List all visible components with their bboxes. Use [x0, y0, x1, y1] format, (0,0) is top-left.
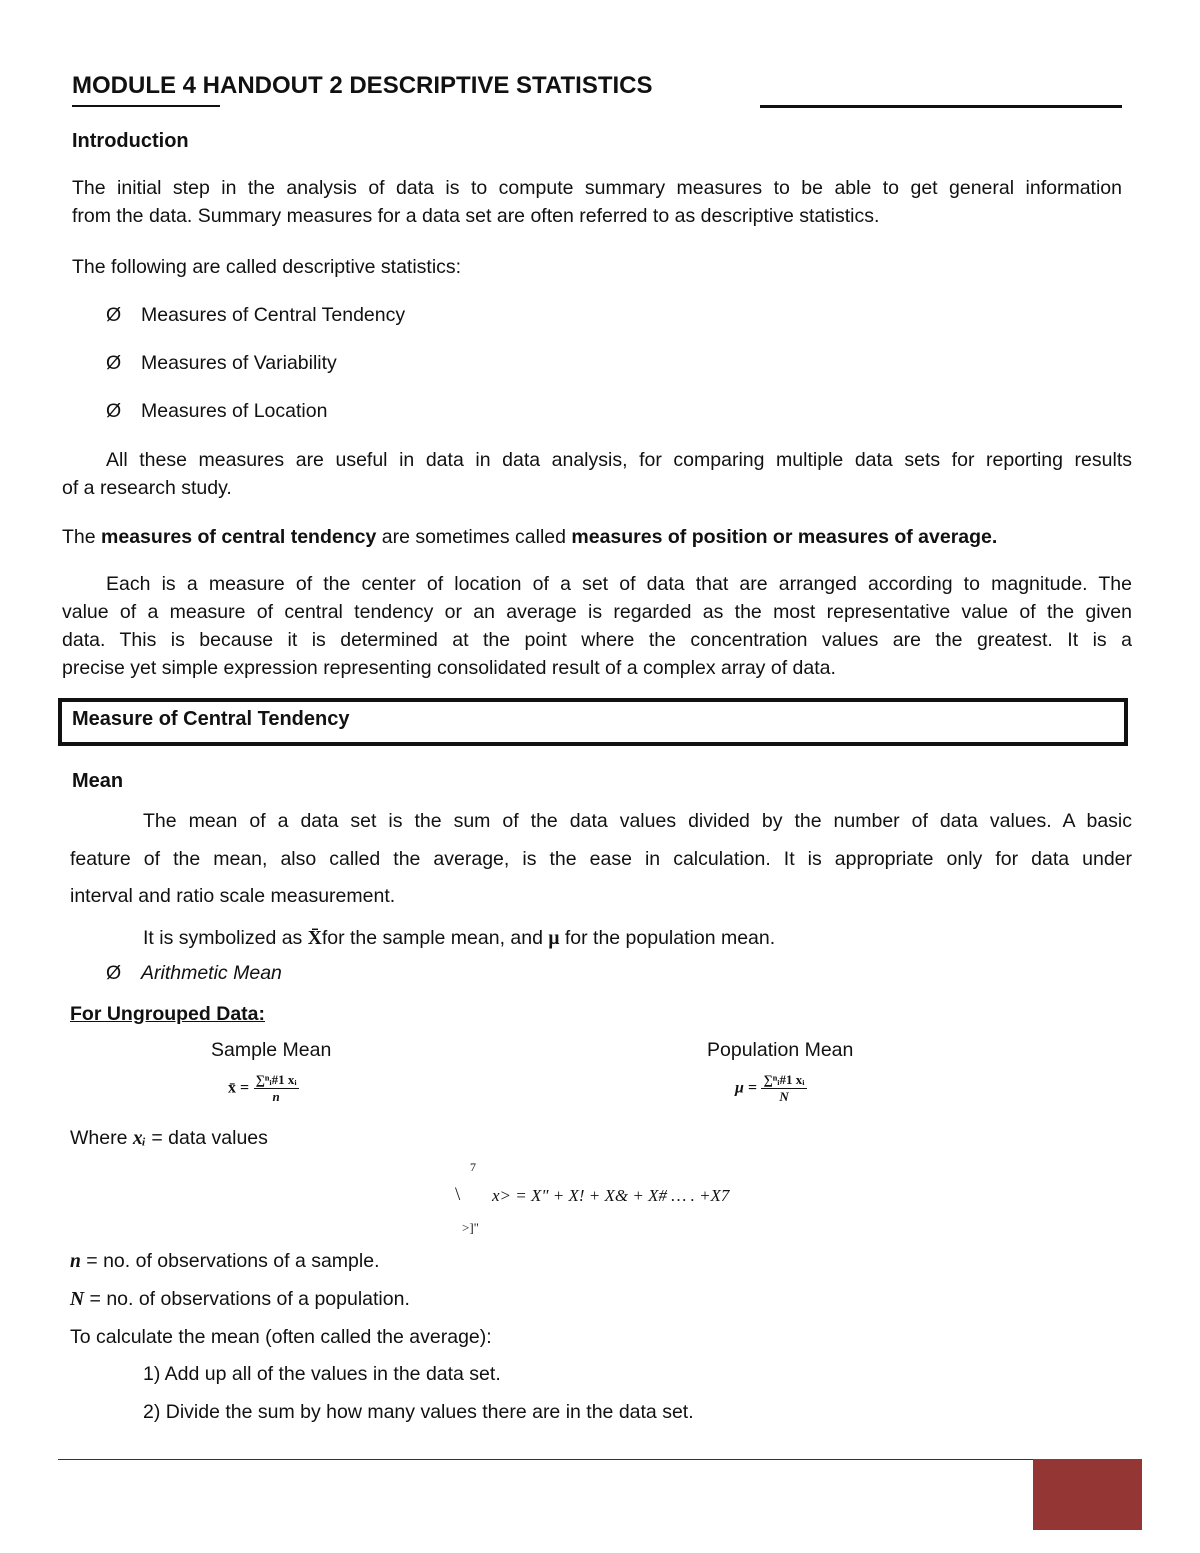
N-definition: N = no. of observations of a population.	[70, 1288, 410, 1310]
arithmetic-mean-item	[106, 962, 282, 985]
center-paragraph-line-2: value of a measure of central tendency or an average is regarded as the most representative value of the given	[62, 601, 1132, 623]
population-mean-formula	[735, 1072, 807, 1105]
page-title: MODULE 4 HANDOUT 2 DESCRIPTIVE STATISTICS	[72, 72, 653, 99]
descriptive-stats-intro: The following are called descriptive statistics:	[72, 256, 462, 278]
center-paragraph-line-3: data. This is because it is determined at the point where the concentration values are the greatest. It is a	[62, 629, 1132, 651]
calculation-step-2: 2) Divide the sum by how many values there are in the data set.	[143, 1401, 694, 1423]
ungrouped-data-heading: For Ungrouped Data:	[70, 1003, 265, 1025]
bullet-mark: Ø	[106, 304, 122, 326]
variable-symbol: N	[70, 1289, 85, 1310]
formula-denominator: N	[779, 1089, 789, 1104]
bullet-item	[106, 304, 405, 327]
bullet-mark: Ø	[106, 352, 122, 374]
formula-denominator: n	[272, 1089, 280, 1104]
mean-symbols: It is symbolized as X̄for the sample mean, and μ for the population mean.	[143, 927, 776, 949]
formula-fraction	[761, 1072, 806, 1105]
section-header-box	[58, 698, 1128, 746]
footer-rule	[58, 1459, 1033, 1460]
measures-paragraph-line-2: of a research study.	[62, 477, 232, 499]
bullet-item	[106, 352, 337, 375]
bullet-label: Measures of Location	[141, 400, 328, 422]
measures-paragraph-line-1: All these measures are useful in data in data analysis, for comparing multiple data sets for reporting results	[106, 449, 1132, 471]
arithmetic-mean-label: Arithmetic Mean	[141, 962, 282, 984]
summation-expression: x> = X" + X! + X& + X# … . +X7	[492, 1186, 730, 1205]
mean-paragraph-line-3: interval and ratio scale measurement.	[70, 885, 396, 907]
bullet-label: Measures of Variability	[141, 352, 337, 374]
title-underline	[72, 105, 220, 107]
sample-mean-formula	[228, 1072, 299, 1105]
center-paragraph-line-1: Each is a measure of the center of location of a set of data that are arranged according to magnitude. The	[106, 573, 1132, 595]
intro-paragraph-line-1: The initial step in the analysis of data is to compute summary measures to be able to get general information	[72, 177, 1122, 199]
bullet-label: Measures of Central Tendency	[141, 304, 406, 326]
summation-lower-limit: >]"	[462, 1220, 479, 1235]
bold-term: measures of central tendency	[101, 526, 377, 548]
population-mean-label: Population Mean	[707, 1039, 854, 1061]
summation-symbol: \	[455, 1184, 461, 1205]
calculation-step-1: 1) Add up all of the values in the data set.	[143, 1363, 501, 1385]
variable-symbol: xᵢ	[132, 1128, 146, 1149]
mean-paragraph-line-1: The mean of a data set is the sum of the data values divided by the number of data values. A basic	[143, 810, 1132, 832]
bullet-mark: Ø	[106, 400, 122, 422]
footer-accent-block	[1033, 1459, 1142, 1530]
bold-term: measures of position or measures of average.	[571, 526, 998, 548]
section-title: Measure of Central Tendency	[72, 708, 350, 730]
where-definition: Where xᵢ = data values	[70, 1127, 268, 1149]
sample-mean-symbol: X̄	[307, 928, 322, 949]
title-rule	[760, 105, 1122, 108]
sample-mean-label: Sample Mean	[211, 1039, 332, 1061]
mean-heading: Mean	[72, 770, 124, 792]
n-definition: n = no. of observations of a sample.	[70, 1250, 380, 1272]
variable-symbol: n	[70, 1251, 81, 1272]
center-paragraph-line-4: precise yet simple expression representing consolidated result of a complex array of data.	[62, 657, 836, 679]
formula-numerator: ∑ⁿᵢ#1 xᵢ	[763, 1072, 805, 1087]
bullet-item	[106, 400, 327, 423]
summation-upper-limit: 7	[470, 1160, 476, 1174]
population-mean-symbol: μ	[548, 928, 560, 949]
formula-numerator: ∑ⁿᵢ#1 xᵢ	[255, 1072, 297, 1087]
calculation-intro: To calculate the mean (often called the average):	[70, 1326, 492, 1348]
intro-paragraph-line-2: from the data. Summary measures for a data set are often referred to as descriptive statistics.	[72, 205, 880, 227]
introduction-heading: Introduction	[72, 130, 189, 152]
mean-paragraph-line-2: feature of the mean, also called the average, is the ease in calculation. It is appropriate only for data under	[70, 848, 1132, 870]
central-tendency-definition: The measures of central tendency are sometimes called measures of position or measures of average.	[62, 526, 998, 548]
bullet-mark: Ø	[106, 962, 122, 984]
formula-lhs: x̄ =	[228, 1079, 250, 1097]
formula-lhs: μ =	[735, 1079, 758, 1097]
formula-fraction	[254, 1072, 299, 1105]
